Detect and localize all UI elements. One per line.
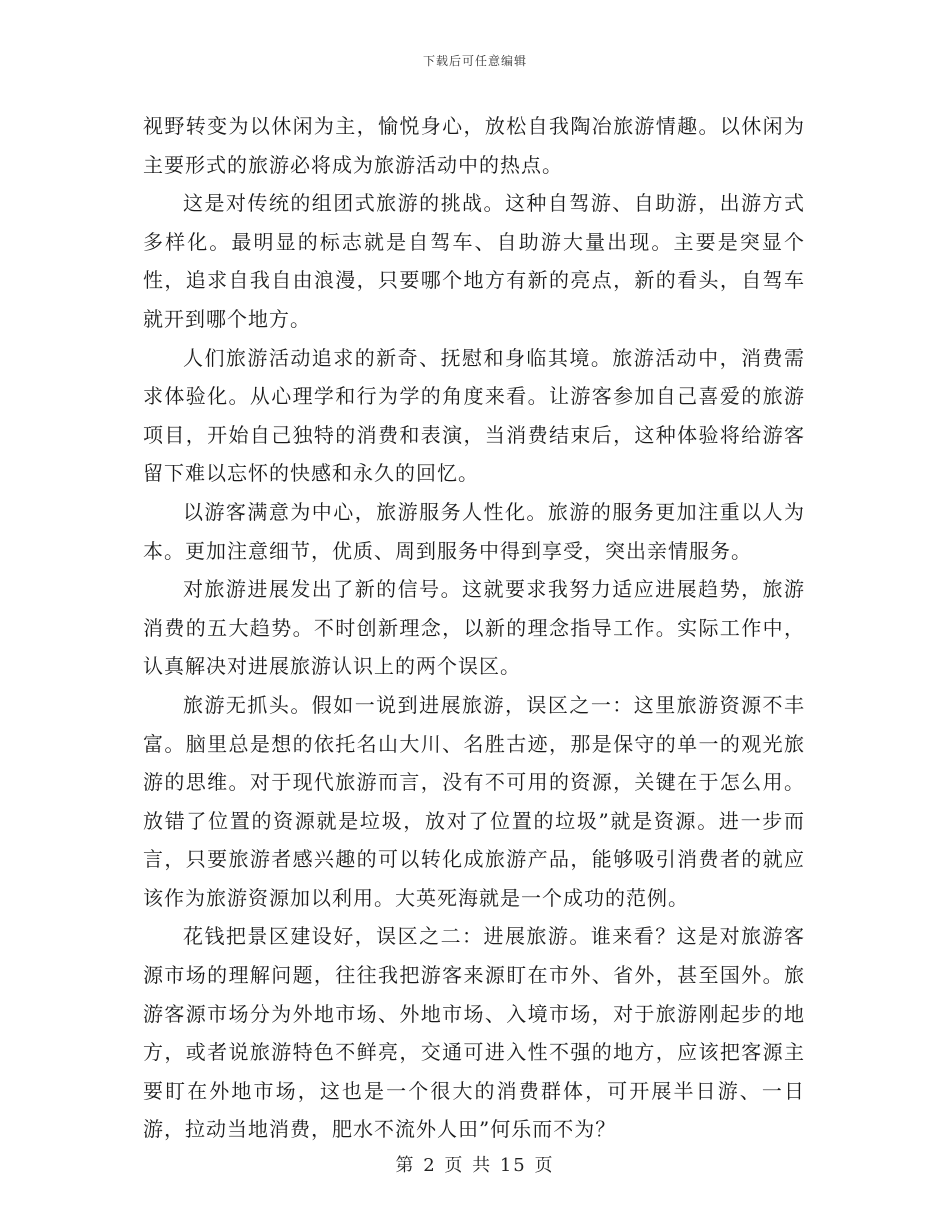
paragraph: 视野转变为以休闲为主，愉悦身心，放松自我陶冶旅游情趣。以休闲为主要形式的旅游必将成为旅游活动中的热点。 bbox=[143, 114, 805, 177]
document-body bbox=[143, 107, 805, 1149]
paragraph: 对旅游进展发出了新的信号。这就要求我努力适应进展趋势，旅游消费的五大趋势。不时创新理念，以新的理念指导工作。实际工作中，认真解决对进展旅游认识上的两个误区。 bbox=[143, 577, 805, 679]
paragraph: 这是对传统的组团式旅游的挑战。这种自驾游、自助游，出游方式多样化。最明显的标志就是自驾车、自助游大量出现。主要是突显个性，追求自我自由浪漫，只要哪个地方有新的亮点，新的看头，自驾车就开到哪个地方。 bbox=[143, 191, 805, 331]
paragraph: 以游客满意为中心，旅游服务人性化。旅游的服务更加注重以人为本。更加注意细节，优质、周到服务中得到享受，突出亲情服务。 bbox=[143, 499, 805, 563]
page-header: 下载后可任意编辑 bbox=[422, 54, 527, 68]
paragraph: 人们旅游活动追求的新奇、抚慰和身临其境。旅游活动中，消费需求体验化。从心理学和行为学的角度来看。让游客参加自己喜爱的旅游项目，开始自己独特的消费和表演，当消费结束后，这种体验将给游客留下难以忘怀的快感和永久的回忆。 bbox=[143, 345, 805, 486]
paragraph: 旅游无抓头。假如一说到进展旅游，误区之一：这里旅游资源不丰富。脑里总是想的依托名山大川、名胜古迹，那是保守的单一的观光旅游的思维。对于现代旅游而言，没有不可用的资源，关键在于怎么用。放错了位置的资源就是垃圾，放对了位置的垃圾”就是资源。进一步而言，只要旅游者感兴趣的可以转化成旅游产品，能够吸引消费者的就应该作为旅游资源加以利用。大英死海就是一个成功的范例。 bbox=[143, 692, 805, 910]
paragraph: 花钱把景区建设好，误区之二：进展旅游。谁来看？这是对旅游客源市场的理解问题，往往我把游客来源盯在市外、省外，甚至国外。旅游客源市场分为外地市场、外地市场、入境市场，对于旅游刚起步的地方，或者说旅游特色不鲜亮，交通可进入性不强的地方，应该把客源主要盯在外地市场，这也是一个很大的消费群体，可开展半日游、一日游，拉动当地消费，肥水不流外人田”何乐而不为？ bbox=[143, 924, 805, 1142]
page-number-footer: 第 2 页 共 15 页 bbox=[395, 1155, 555, 1176]
